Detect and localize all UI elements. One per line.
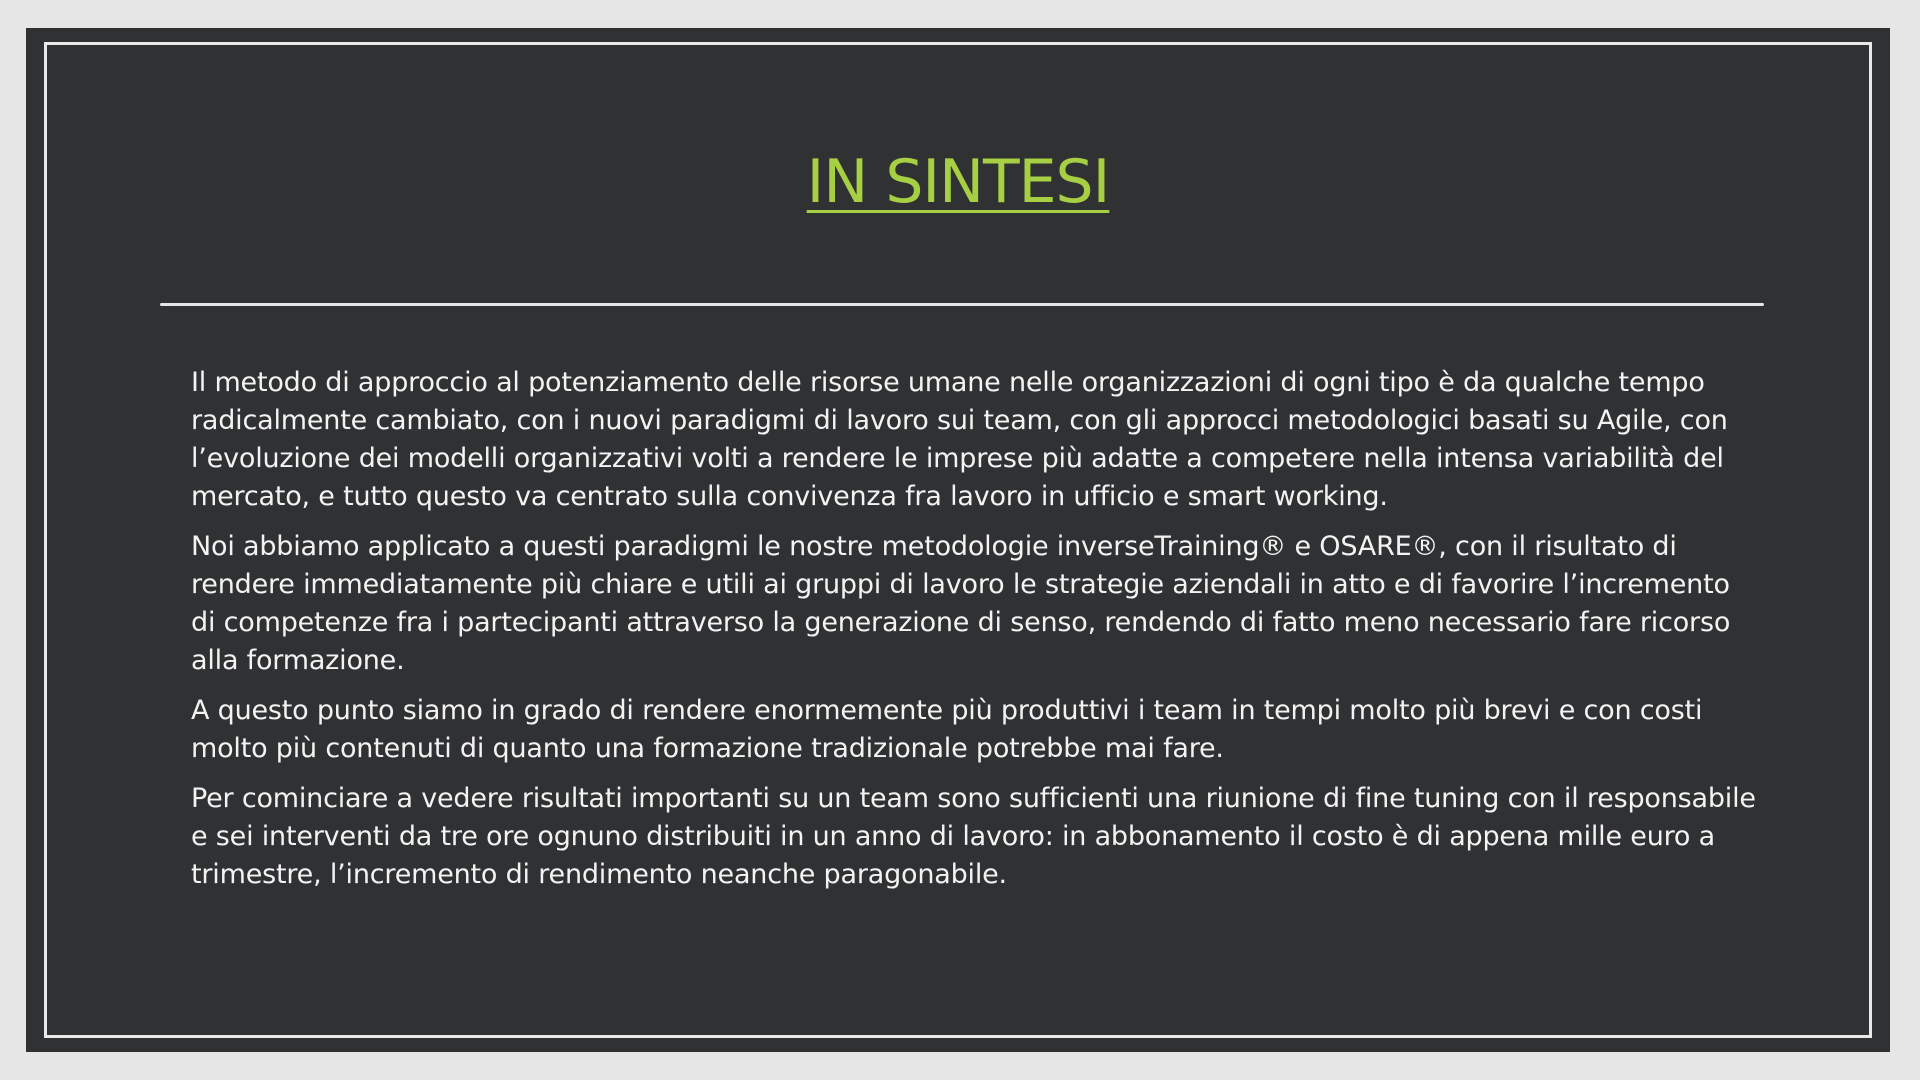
slide <box>26 28 1890 1052</box>
title-divider <box>160 303 1764 306</box>
paragraph-cost: Per cominciare a vedere risultati importanti su un team sono sufficienti una riunione di fine tuning con il responsabile e sei interventi da tre ore ognuno distribuiti in un anno di lavoro: in abbonamento il costo è di appena mille euro a trimestre, l’incremento di rendimento neanche paragonabile. <box>191 783 1756 890</box>
slide-body <box>191 364 1761 906</box>
paragraph-methodologies: Noi abbiamo applicato a questi paradigmi le nostre metodologie inverseTraining® e OSARE®, con il risultato di rendere immediatamente più chiare e utili ai gruppi di lavoro le strategie aziendali in atto e di favorire l’incremento di competenze fra i partecipanti attraverso la generazione di senso, rendendo di fatto meno necessario fare ricorso alla formazione. <box>191 531 1731 676</box>
slide-title: IN SINTESI <box>806 147 1110 217</box>
paragraph-method: Il metodo di approccio al potenziamento delle risorse umane nelle organizzazioni di ogni tipo è da qualche tempo radicalmente cambiato, con i nuovi paradigmi di lavoro sui team, con gli approcci metodologici basati su Agile, con l’evoluzione dei modelli organizzativi volti a rendere le imprese più adatte a competere nella intensa variabilità del mercato, e tutto questo va centrato sulla convivenza fra lavoro in ufficio e smart working. <box>191 367 1728 512</box>
paragraph-productivity: A questo punto siamo in grado di rendere enormemente più produttivi i team in tempi molto più brevi e con costi molto più contenuti di quanto una formazione tradizionale potrebbe mai fare. <box>191 695 1703 764</box>
